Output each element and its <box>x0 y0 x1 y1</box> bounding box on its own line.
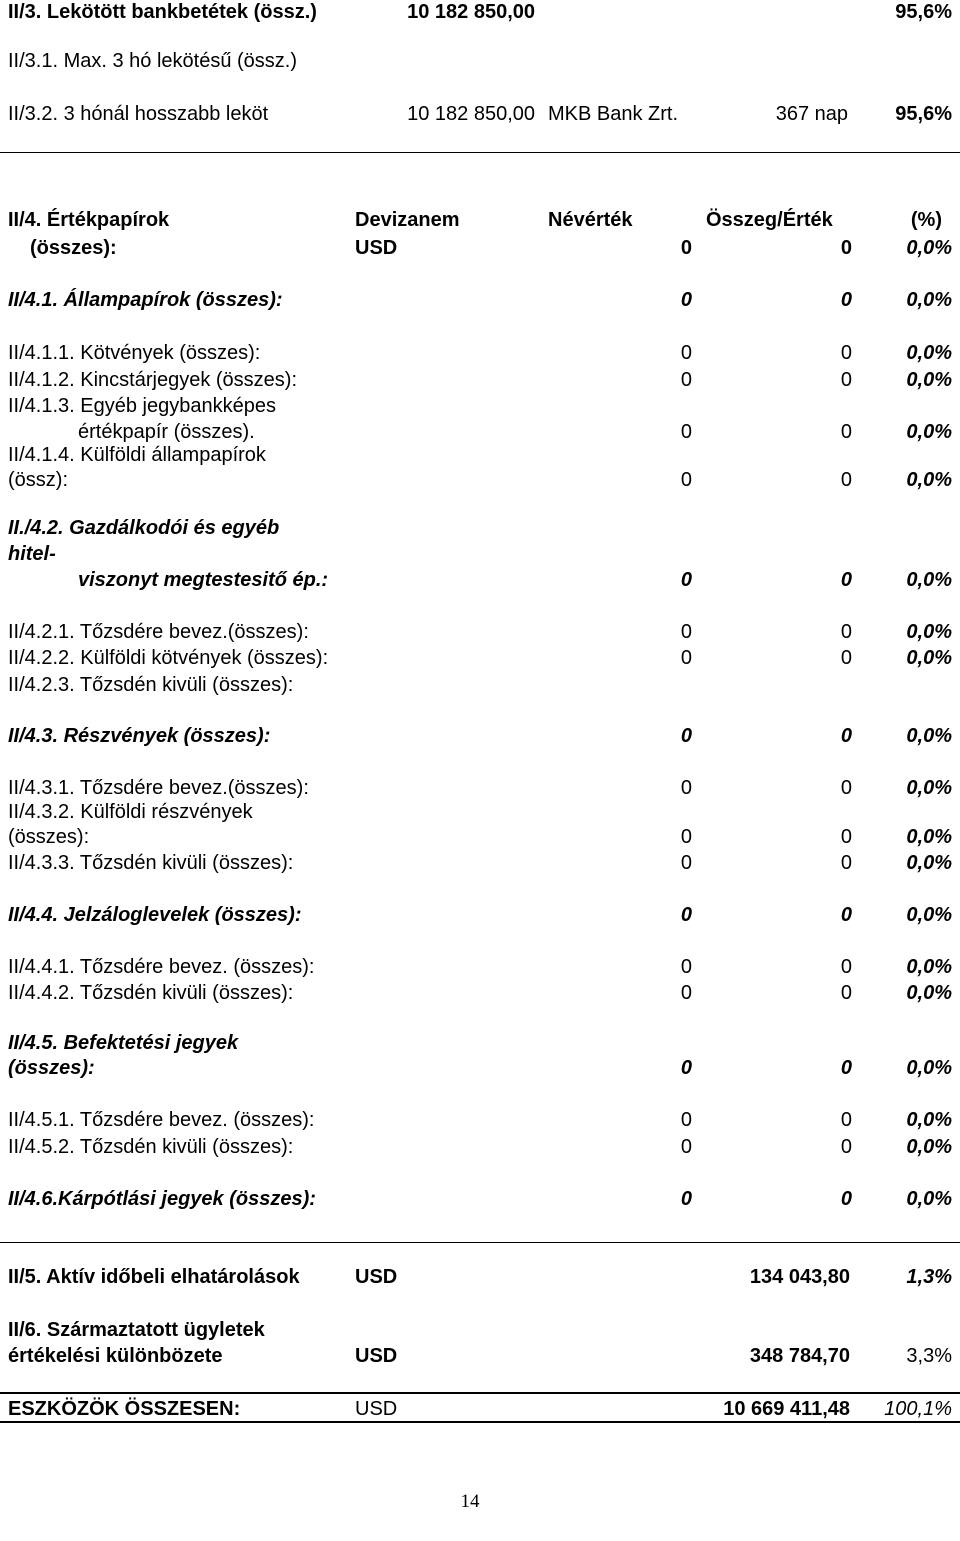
s3-head-amount: 10 182 850,00 <box>407 1 535 23</box>
s6-pct: 3,3% <box>906 1345 952 1367</box>
s41-row3-label-line1: II/4.1.3. Egyéb jegybankképes <box>8 395 276 417</box>
s41-row2-label: II/4.1.2. Kincstárjegyek (összes): <box>8 369 298 391</box>
total-pct: 100,1% <box>884 1398 952 1420</box>
s43-head-amount: 0 <box>840 725 852 747</box>
s43-row2-nominal: 0 <box>680 826 692 848</box>
s45-head-nominal: 0 <box>680 1057 692 1079</box>
total-currency: USD <box>355 1398 398 1420</box>
s44-head-pct: 0,0% <box>906 904 952 926</box>
s43-row3-nominal: 0 <box>680 852 692 874</box>
s45-head-pct: 0,0% <box>906 1057 952 1079</box>
s5-currency: USD <box>355 1266 398 1288</box>
s43-row2-label-line1: II/4.3.2. Külföldi részvények <box>8 801 253 823</box>
s42-row1-label: II/4.2.1. Tőzsdére bevez.(összes): <box>8 621 309 643</box>
s6-label-line2: értékelési különbözete <box>8 1345 223 1367</box>
s42-row2-pct: 0,0% <box>906 647 952 669</box>
s45-head-amount: 0 <box>840 1057 852 1079</box>
s3-row2-bank: MKB Bank Zrt. <box>548 103 679 125</box>
s3-head-label: II/3. Lekötött bankbetétek (össz.) <box>8 1 317 23</box>
s43-row1-pct: 0,0% <box>906 777 952 799</box>
s3-row2-label: II/3.2. 3 hónál hosszabb leköt <box>8 103 269 125</box>
s41-row2-nominal: 0 <box>680 369 692 391</box>
s43-row2-label-line2: (összes): <box>8 826 90 848</box>
s42-head-pct: 0,0% <box>906 569 952 591</box>
total-top-rule <box>0 1392 960 1394</box>
s41-row4-nominal: 0 <box>680 469 692 491</box>
s45-row1-amount: 0 <box>840 1109 852 1131</box>
total-label: ESZKÖZÖK ÖSSZESEN: <box>8 1398 241 1420</box>
s42-head-label-line1: II./4.2. Gazdálkodói és egyéb <box>8 517 280 539</box>
s42-head-amount: 0 <box>840 569 852 591</box>
s44-row1-amount: 0 <box>840 956 852 978</box>
s43-head-label: II/4.3. Részvények (összes): <box>8 725 271 747</box>
s4-pct: 0,0% <box>906 237 952 259</box>
s45-row2-nominal: 0 <box>680 1136 692 1158</box>
s42-row1-pct: 0,0% <box>906 621 952 643</box>
s3-row2-amount: 10 182 850,00 <box>407 103 535 125</box>
s42-head-label-line2: hitel- <box>8 543 56 565</box>
s41-row1-label: II/4.1.1. Kötvények (összes): <box>8 342 261 364</box>
s44-row2-pct: 0,0% <box>906 982 952 1004</box>
s3-row2-days: 367 nap <box>775 103 848 125</box>
s3-head-pct: 95,6% <box>895 1 952 23</box>
s44-row2-amount: 0 <box>840 982 852 1004</box>
s43-row2-amount: 0 <box>840 826 852 848</box>
s44-head-nominal: 0 <box>680 904 692 926</box>
divider-s3-s4 <box>0 152 960 153</box>
s45-row2-pct: 0,0% <box>906 1136 952 1158</box>
s4-title-line1: II/4. Értékpapírok <box>8 209 170 231</box>
s45-row1-nominal: 0 <box>680 1109 692 1131</box>
s44-row1-label: II/4.4.1. Tőzsdére bevez. (összes): <box>8 956 315 978</box>
s43-row3-pct: 0,0% <box>906 852 952 874</box>
s41-row4-label-line1: II/4.1.4. Külföldi állampapírok <box>8 444 266 466</box>
s4-col-pct: (%) <box>910 209 942 231</box>
s3-row1-label: II/3.1. Max. 3 hó lekötésű (össz.) <box>8 50 298 72</box>
s4-col-currency: Devizanem <box>355 209 460 231</box>
s41-row2-amount: 0 <box>840 369 852 391</box>
s41-row3-pct: 0,0% <box>906 421 952 443</box>
s42-row3-label: II/4.2.3. Tőzsdén kivüli (összes): <box>8 674 294 696</box>
s43-row1-nominal: 0 <box>680 777 692 799</box>
s4-amount: 0 <box>840 237 852 259</box>
s41-head-nominal: 0 <box>680 289 692 311</box>
s44-head-label: II/4.4. Jelzáloglevelek (összes): <box>8 904 302 926</box>
s6-label-line1: II/6. Származtatott ügyletek <box>8 1319 265 1341</box>
s5-pct: 1,3% <box>906 1266 952 1288</box>
s3-row2-pct: 95,6% <box>895 103 952 125</box>
s44-row1-nominal: 0 <box>680 956 692 978</box>
s45-head-label-line2: (összes): <box>8 1057 95 1079</box>
s5-amount: 134 043,80 <box>749 1266 850 1288</box>
s5-label: II/5. Aktív időbeli elhatárolások <box>8 1266 300 1288</box>
s41-head-pct: 0,0% <box>906 289 952 311</box>
s4-nominal: 0 <box>680 237 692 259</box>
s4-title-line2: (összes): <box>30 237 117 259</box>
s42-row2-nominal: 0 <box>680 647 692 669</box>
s45-head-label-line1: II/4.5. Befektetési jegyek <box>8 1032 239 1054</box>
s45-row1-label: II/4.5.1. Tőzsdére bevez. (összes): <box>8 1109 315 1131</box>
s44-row2-nominal: 0 <box>680 982 692 1004</box>
s45-row1-pct: 0,0% <box>906 1109 952 1131</box>
s44-head-amount: 0 <box>840 904 852 926</box>
s42-head-nominal: 0 <box>680 569 692 591</box>
s46-head-amount: 0 <box>840 1188 852 1210</box>
s4-col-nominal: Névérték <box>548 209 633 231</box>
s46-head-label: II/4.6.Kárpótlási jegyek (összes): <box>8 1188 316 1210</box>
s41-row3-nominal: 0 <box>680 421 692 443</box>
total-amount: 10 669 411,48 <box>723 1398 850 1420</box>
s41-row2-pct: 0,0% <box>906 369 952 391</box>
s41-row1-nominal: 0 <box>680 342 692 364</box>
s46-head-nominal: 0 <box>680 1188 692 1210</box>
divider-s4-s5 <box>0 1242 960 1243</box>
s42-row2-amount: 0 <box>840 647 852 669</box>
s41-row1-pct: 0,0% <box>906 342 952 364</box>
s43-head-pct: 0,0% <box>906 725 952 747</box>
s43-row1-label: II/4.3.1. Tőzsdére bevez.(összes): <box>8 777 309 799</box>
s42-row2-label: II/4.2.2. Külföldi kötvények (összes): <box>8 647 329 669</box>
s45-row2-label: II/4.5.2. Tőzsdén kivüli (összes): <box>8 1136 294 1158</box>
s43-row3-label: II/4.3.3. Tőzsdén kivüli (összes): <box>8 852 294 874</box>
s41-head-amount: 0 <box>840 289 852 311</box>
s41-row1-amount: 0 <box>840 342 852 364</box>
s45-row2-amount: 0 <box>840 1136 852 1158</box>
s41-row4-pct: 0,0% <box>906 469 952 491</box>
s43-row3-amount: 0 <box>840 852 852 874</box>
s43-row1-amount: 0 <box>840 777 852 799</box>
s41-row4-label-line2: (össz): <box>8 469 68 491</box>
s42-row1-nominal: 0 <box>680 621 692 643</box>
s41-row3-amount: 0 <box>840 421 852 443</box>
s41-head-label: II/4.1. Állampapírok (összes): <box>8 289 283 311</box>
s42-head-label-line3: viszonyt megtestesitő ép.: <box>78 569 329 591</box>
page-number: 14 <box>460 1491 480 1512</box>
s41-row3-label-line2: értékpapír (összes). <box>78 421 255 443</box>
s6-amount: 348 784,70 <box>749 1345 850 1367</box>
s41-row4-amount: 0 <box>840 469 852 491</box>
s44-row2-label: II/4.4.2. Tőzsdén kivüli (összes): <box>8 982 294 1004</box>
s4-currency: USD <box>355 237 398 259</box>
s43-row2-pct: 0,0% <box>906 826 952 848</box>
s44-row1-pct: 0,0% <box>906 956 952 978</box>
s4-col-amount: Összeg/Érték <box>706 209 833 231</box>
s43-head-nominal: 0 <box>680 725 692 747</box>
s46-head-pct: 0,0% <box>906 1188 952 1210</box>
total-bottom-rule <box>0 1421 960 1423</box>
s6-currency: USD <box>355 1345 398 1367</box>
s42-row1-amount: 0 <box>840 621 852 643</box>
